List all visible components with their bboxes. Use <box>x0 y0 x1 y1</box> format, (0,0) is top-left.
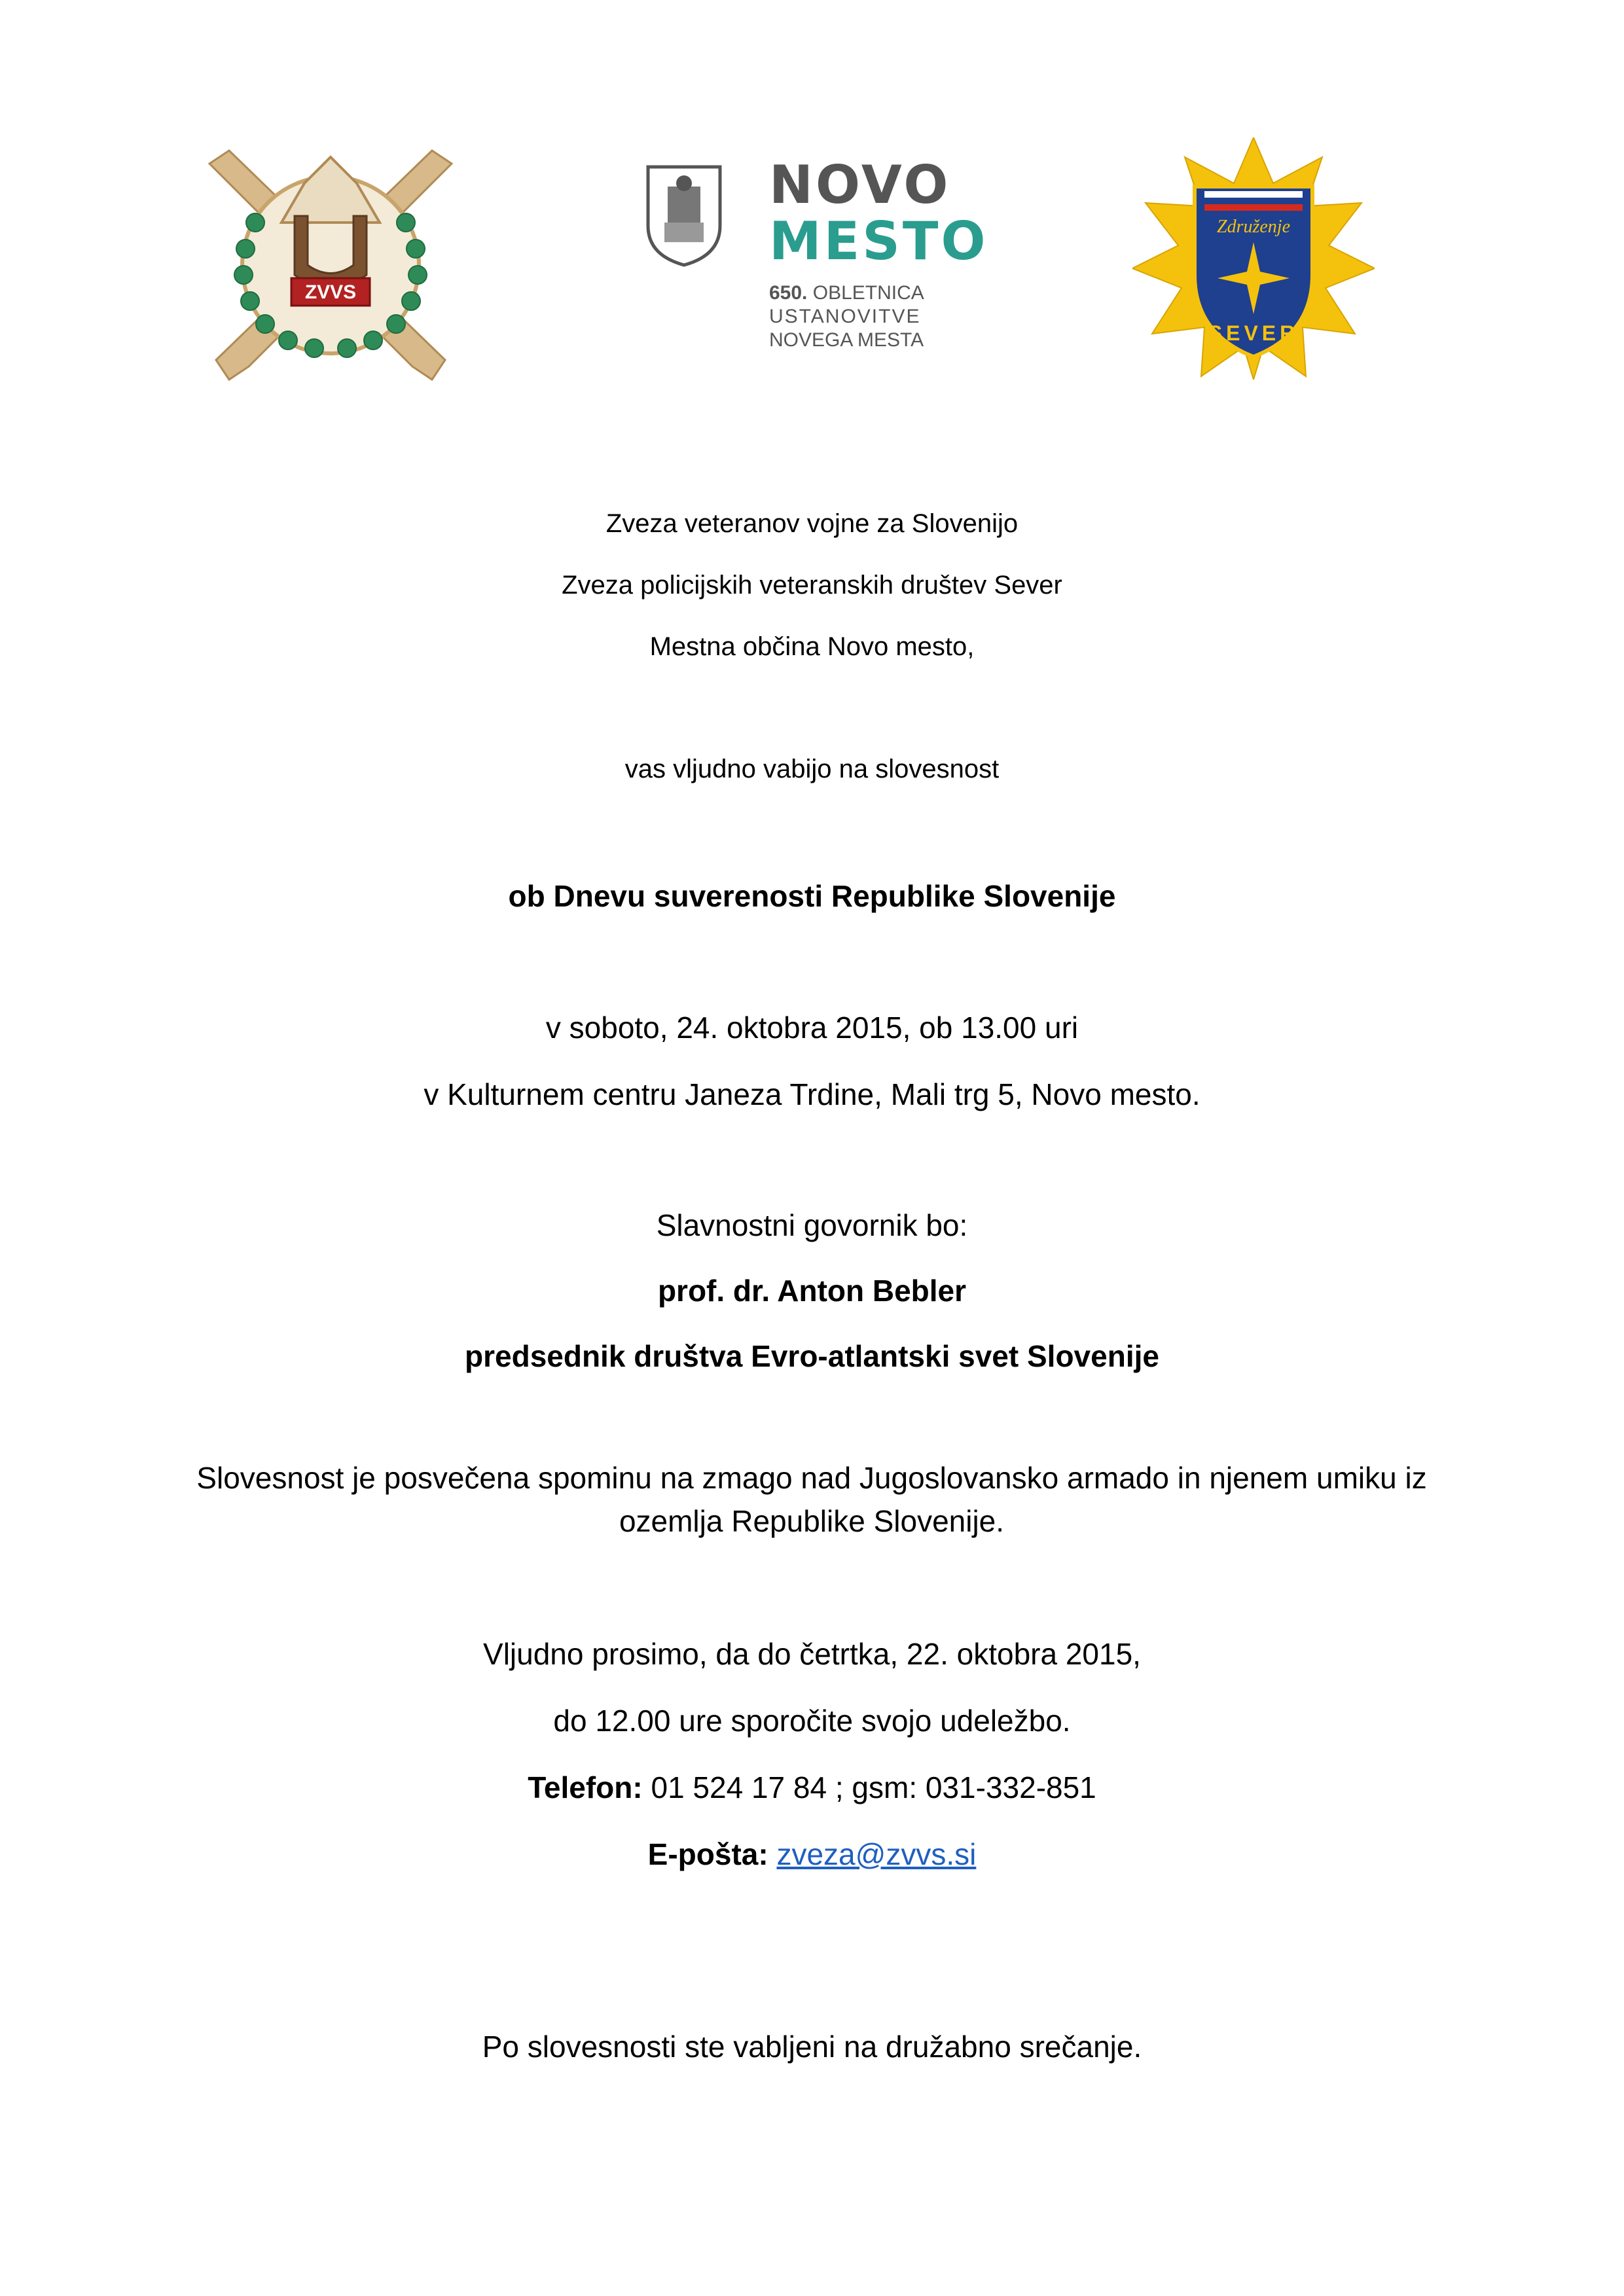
novo-mesto-wordmark <box>769 154 988 352</box>
organizer-line-3: Mestna občina Novo mesto, <box>649 632 975 661</box>
organizer-line-1: Zveza veteranov vojne za Slovenijo <box>605 509 1019 538</box>
organizer-line-2: Zveza policijskih veteranskih društev Sever <box>562 571 1062 600</box>
event-title: ob Dnevu suverenosti Republike Slovenije <box>508 879 1116 913</box>
mesto-text: MESTO <box>769 211 988 272</box>
phone-line <box>0 1770 1624 1805</box>
speaker-intro: Slavnostni govornik bo: <box>656 1208 968 1242</box>
sever-top-text: Združenje <box>1217 217 1290 237</box>
sever-logo <box>1132 137 1375 380</box>
novo-mesto-logo <box>645 154 988 367</box>
speaker-title: predsednik društva Evro-atlantski svet Slovenije <box>465 1339 1159 1373</box>
email-label: E-pošta: <box>647 1837 768 1871</box>
slovenian-flag-icon <box>1204 191 1303 198</box>
date-line: v soboto, 24. oktobra 2015, ob 13.00 uri <box>545 1011 1079 1045</box>
anniversary-number: 650. <box>769 282 808 304</box>
rsvp-line-1: Vljudno prosimo, da do četrtka, 22. oktobra 2015, <box>483 1637 1141 1671</box>
novo-mesto-crest-icon <box>645 164 723 268</box>
speaker-name: prof. dr. Anton Bebler <box>657 1274 967 1308</box>
email-line <box>0 1837 1624 1872</box>
invite-line: vas vljudno vabijo na slovesnost <box>624 755 1000 783</box>
anniversary-line2: USTANOVITVE <box>769 306 921 327</box>
phone-value: 01 524 17 84 ; gsm: 031-332-851 <box>651 1770 1096 1804</box>
sever-bottom-text: SEVER <box>1208 321 1299 345</box>
rsvp-line-2: do 12.00 ure sporočite svojo udeležbo. <box>553 1704 1071 1738</box>
zvvs-badge-text: ZVVS <box>304 281 357 303</box>
anniversary-line1: OBLETNICA <box>812 282 924 304</box>
dedication-text: Slovesnost je posvečena spominu na zmago nad Jugoslovansko armado in njenem umiku iz ozemlja Republike Slovenije. <box>196 1461 1427 1538</box>
zvvs-logo <box>196 144 465 386</box>
closing-line: Po slovesnosti ste vabljeni na družabno srečanje. <box>482 2030 1142 2064</box>
novo-text: NOVO <box>769 154 951 215</box>
anniversary-line3: NOVEGA MESTA <box>769 329 924 351</box>
phone-label: Telefon: <box>528 1770 643 1804</box>
venue-line: v Kulturnem centru Janeza Trdine, Mali trg 5, Novo mesto. <box>424 1077 1200 1111</box>
email-link[interactable]: zveza@zvvs.si <box>776 1837 977 1871</box>
